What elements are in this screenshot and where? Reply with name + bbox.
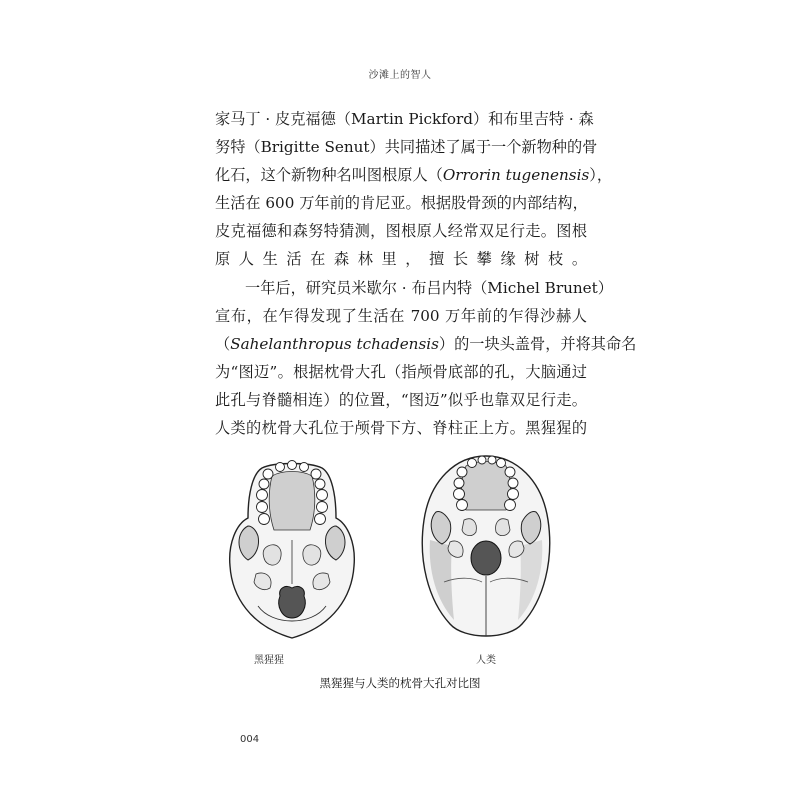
italic-species-name: Sahelanthropus tchadensis xyxy=(230,334,439,353)
body-text xyxy=(215,105,637,442)
text-line xyxy=(215,358,587,386)
italic-species-name: Orrorin tugenensis xyxy=(442,166,590,185)
human-foramen-magnum xyxy=(471,541,501,575)
text-segment: 宣布，在乍得发现了生活在 700 万年前的乍得沙赫人 xyxy=(215,306,587,325)
paragraph-2 xyxy=(215,274,637,443)
text-segment: 一年后，研究员米歇尔 · 布吕内特（Michel Brunet） xyxy=(245,278,613,297)
chimpanzee-foramen-magnum xyxy=(279,586,306,618)
text-segment: （ xyxy=(215,334,231,353)
text-line xyxy=(215,274,613,302)
text-line xyxy=(215,414,587,442)
text-line xyxy=(215,161,613,189)
text-segment: ）， xyxy=(589,166,613,185)
chimpanzee-skull-illustration xyxy=(222,456,362,646)
human-label: 人类 xyxy=(476,655,496,666)
text-line xyxy=(215,245,587,273)
text-segment: 此孔与脊髓相连）的位置，“图迈”似乎也靠双足行走。 xyxy=(215,390,587,409)
human-skull-illustration xyxy=(416,450,556,650)
text-segment: 努特（Brigitte Senut）共同描述了属于一个新物种的骨 xyxy=(215,138,598,157)
running-head: 沙滩上的智人 xyxy=(368,70,432,81)
text-segment: 化石，这个新物种名叫图根原人（ xyxy=(215,166,443,185)
text-line xyxy=(215,217,587,245)
chimpanzee-label: 黑猩猩 xyxy=(254,655,284,666)
foramen-magnum-comparison-figure xyxy=(200,448,600,678)
text-segment: 皮克福德和森努特猜测，图根原人经常双足行走。图根 xyxy=(215,222,587,241)
text-line xyxy=(215,302,587,330)
text-line xyxy=(215,386,587,414)
text-segment: 为“图迈”。根据枕骨大孔（指颅骨底部的孔，大脑通过 xyxy=(215,362,587,381)
text-line xyxy=(215,330,637,358)
text-segment: 原人生活在森林里，擅长攀缘树枝。 xyxy=(215,250,587,269)
text-line xyxy=(215,105,594,133)
text-line xyxy=(215,189,587,217)
figure-caption: 黑猩猩与人类的枕骨大孔对比图 xyxy=(319,676,481,690)
text-segment: ）的一块头盖骨，并将其命名 xyxy=(438,334,637,353)
page-number: 004 xyxy=(240,734,260,745)
text-line xyxy=(215,133,598,161)
paragraph-1 xyxy=(215,105,613,274)
text-segment: 人类的枕骨大孔位于颅骨下方、脊柱正上方。黑猩猩的 xyxy=(215,419,587,438)
text-segment: 家马丁 · 皮克福德（Martin Pickford）和布里吉特 · 森 xyxy=(215,110,594,128)
text-segment: 生活在 600 万年前的肯尼亚。根据股骨颈的内部结构， xyxy=(215,194,588,213)
